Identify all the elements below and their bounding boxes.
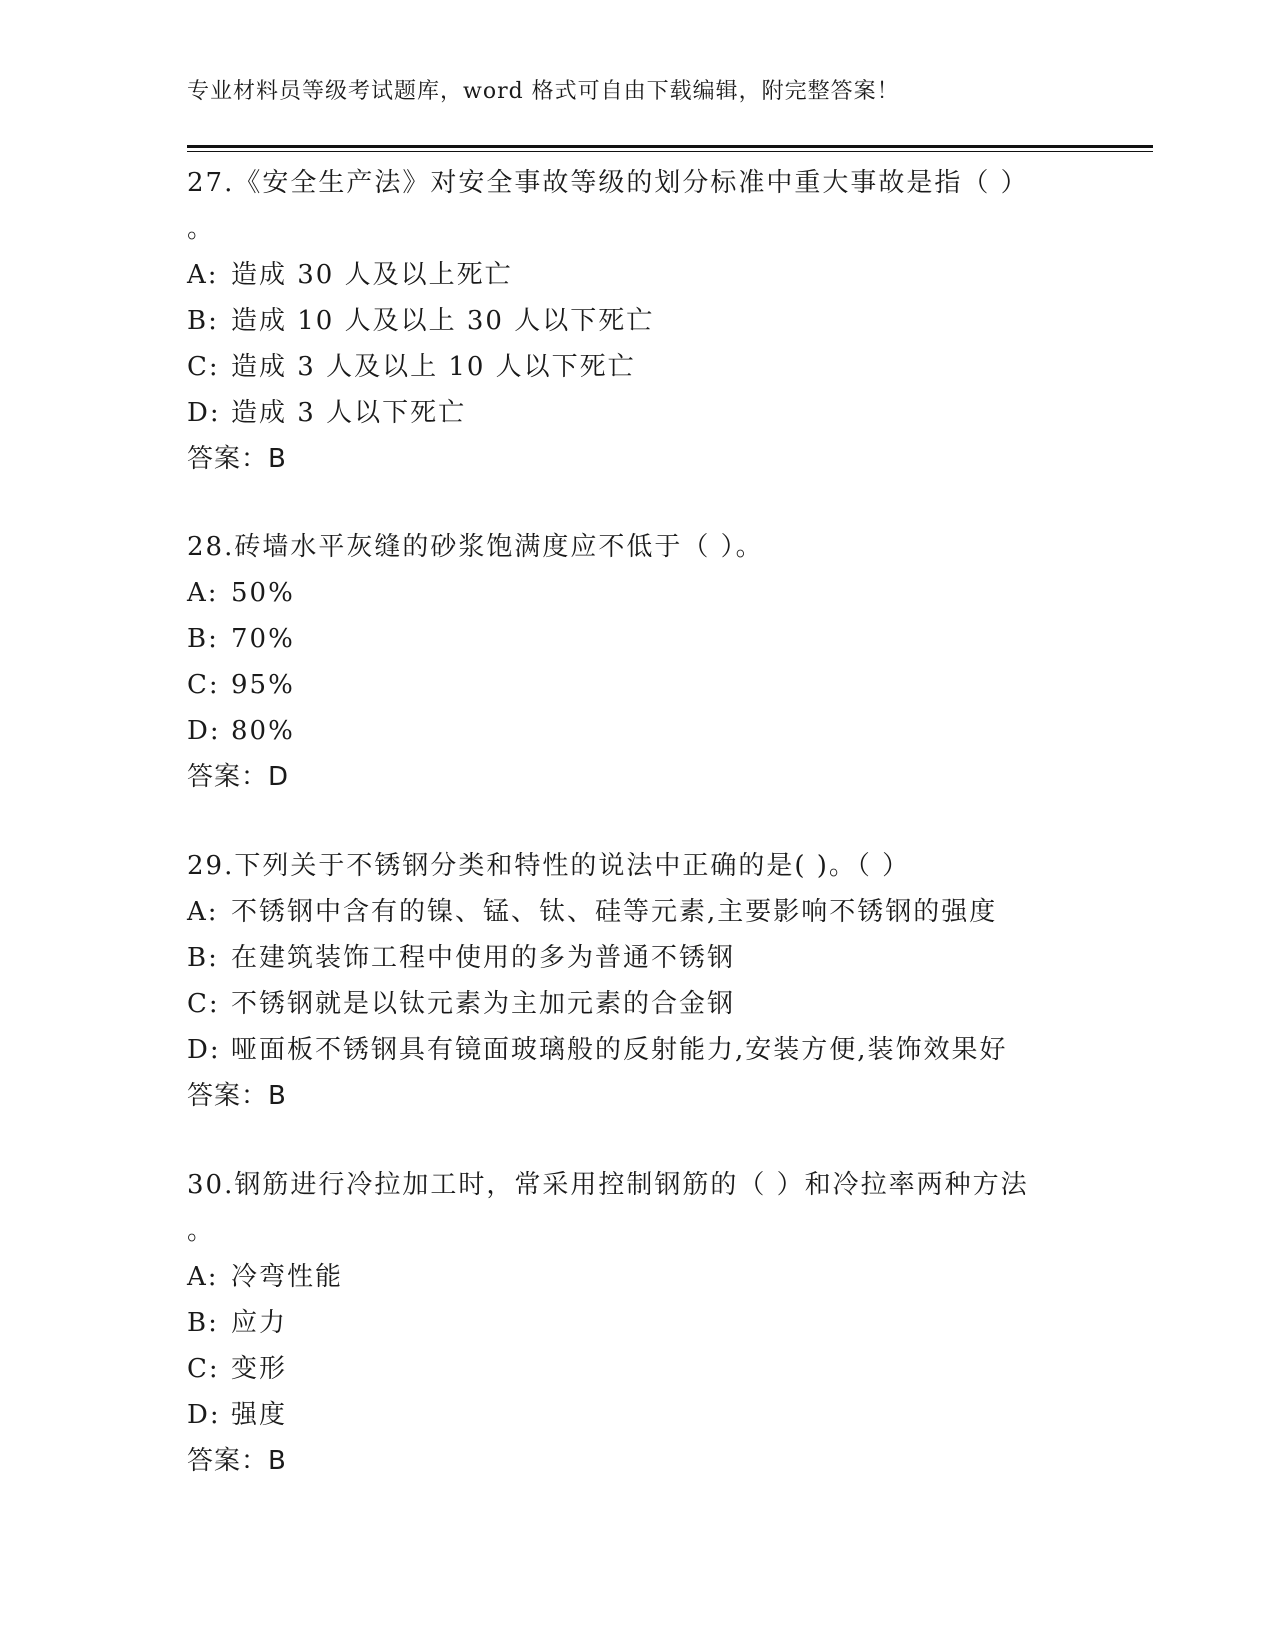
- question-stem-tail: 。: [187, 214, 214, 244]
- option-label: C:: [187, 352, 220, 382]
- option-text: 50%: [231, 578, 295, 608]
- question-stem: 28.砖墙水平灰缝的砂浆饱满度应不低于（ ）。: [187, 532, 764, 562]
- option-text: 不锈钢中含有的镍、锰、钛、硅等元素,主要影响不锈钢的强度: [231, 897, 998, 927]
- option-text: 造成 3 人以下死亡: [231, 398, 467, 428]
- question-stem: 29.下列关于不锈钢分类和特性的说法中正确的是( )。（ ）: [187, 851, 911, 881]
- header-divider-thick: [187, 145, 1153, 148]
- option-b: [187, 935, 1087, 981]
- option-text: 95%: [231, 670, 295, 700]
- option-label: D:: [187, 1035, 221, 1065]
- option-a: [187, 889, 1087, 935]
- option-c: [187, 344, 1087, 390]
- option-d: [187, 390, 1087, 436]
- option-d: [187, 1027, 1087, 1073]
- option-d: [187, 708, 1087, 754]
- option-label: A:: [187, 260, 219, 290]
- option-text: 造成 30 人及以上死亡: [231, 260, 513, 290]
- header-divider-thin: [187, 151, 1153, 152]
- option-d: [187, 1392, 1087, 1438]
- question-30: [187, 1162, 1087, 1484]
- option-text: 造成 3 人及以上 10 人以下死亡: [231, 352, 636, 382]
- answer-line: 答案：D: [187, 762, 290, 792]
- option-label: B:: [187, 306, 219, 336]
- option-text: 70%: [231, 624, 295, 654]
- option-label: C:: [187, 670, 220, 700]
- option-text: 应力: [231, 1308, 288, 1338]
- option-text: 80%: [231, 716, 295, 746]
- option-label: D:: [187, 1400, 221, 1430]
- option-label: C:: [187, 989, 220, 1019]
- option-c: [187, 1346, 1087, 1392]
- option-label: D:: [187, 716, 221, 746]
- option-text: 造成 10 人及以上 30 人以下死亡: [231, 306, 655, 336]
- question-stem: 30.钢筋进行冷拉加工时，常采用控制钢筋的（ ）和冷拉率两种方法: [187, 1170, 1029, 1200]
- option-label: A:: [187, 578, 219, 608]
- option-text: 冷弯性能: [231, 1262, 344, 1292]
- option-label: A:: [187, 897, 219, 927]
- option-label: B:: [187, 1308, 219, 1338]
- question-stem: 27.《安全生产法》对安全事故等级的划分标准中重大事故是指（ ）: [187, 168, 1029, 198]
- option-label: B:: [187, 624, 219, 654]
- answer-line: 答案：B: [187, 1081, 287, 1111]
- option-b: [187, 1300, 1087, 1346]
- option-text: 在建筑装饰工程中使用的多为普通不锈钢: [231, 943, 736, 973]
- question-29: [187, 843, 1087, 1119]
- option-a: [187, 570, 1087, 616]
- answer-line: 答案：B: [187, 444, 287, 474]
- option-label: D:: [187, 398, 221, 428]
- option-text: 变形: [231, 1354, 288, 1384]
- option-a: [187, 252, 1087, 298]
- option-c: [187, 662, 1087, 708]
- option-label: A:: [187, 1262, 219, 1292]
- option-a: [187, 1254, 1087, 1300]
- option-b: [187, 298, 1087, 344]
- question-28: [187, 524, 1087, 800]
- page-header: 专业材料员等级考试题库，word 格式可自由下载编辑，附完整答案！: [187, 79, 900, 104]
- option-text: 不锈钢就是以钛元素为主加元素的合金钢: [231, 989, 736, 1019]
- option-text: 哑面板不锈钢具有镜面玻璃般的反射能力,安装方便,装饰效果好: [231, 1035, 1008, 1065]
- option-label: B:: [187, 943, 219, 973]
- option-label: C:: [187, 1354, 220, 1384]
- question-stem-tail: 。: [187, 1216, 214, 1246]
- answer-line: 答案：B: [187, 1446, 287, 1476]
- option-text: 强度: [231, 1400, 288, 1430]
- question-27: [187, 160, 1087, 482]
- option-c: [187, 981, 1087, 1027]
- option-b: [187, 616, 1087, 662]
